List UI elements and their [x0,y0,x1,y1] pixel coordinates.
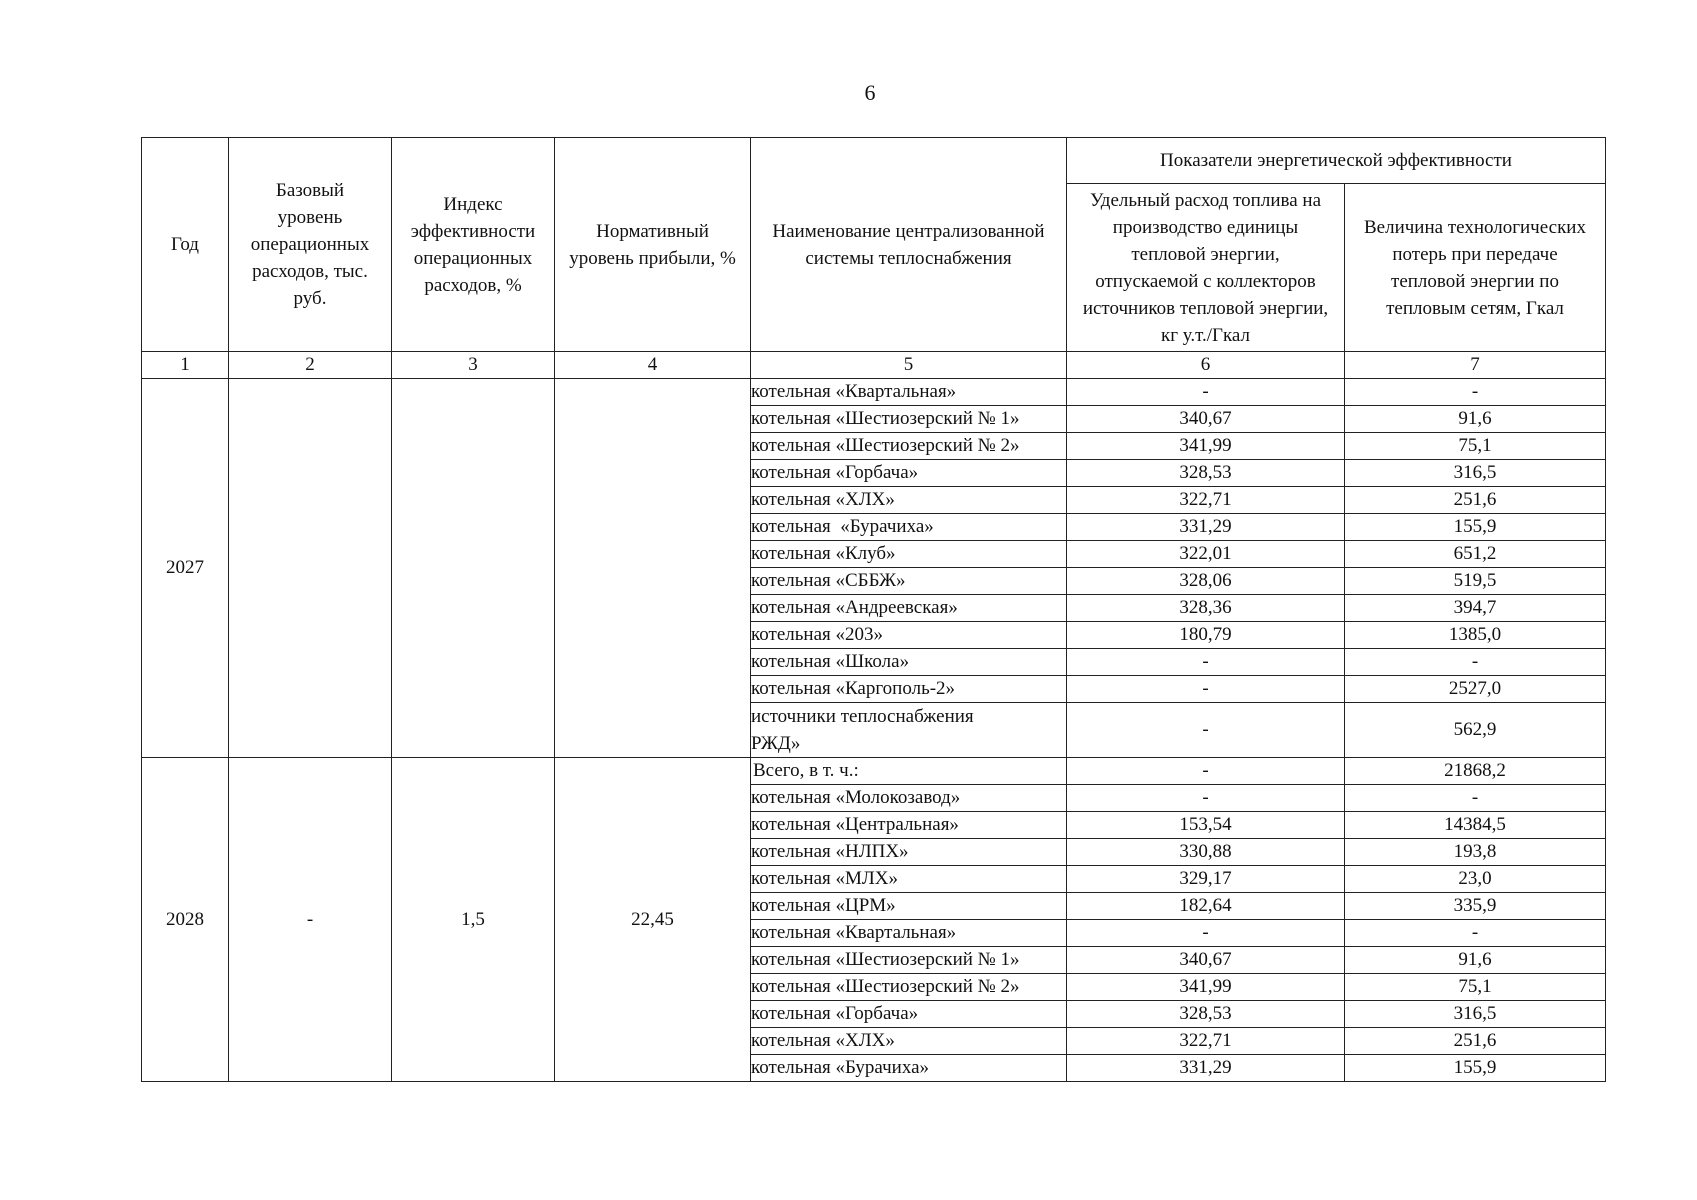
losses-cell: 335,9 [1345,893,1606,920]
header-system-name: Наименование централизованной системы теплоснабжения [751,138,1067,352]
energy-efficiency-table [141,137,1606,1082]
losses-cell: 316,5 [1345,1001,1606,1028]
losses-cell: 251,6 [1345,487,1606,514]
header-efficiency-index: Индекс эффективности операционных расходов, % [392,138,555,352]
fuel-rate-cell: 322,01 [1067,541,1345,568]
system-name-cell: котельная «Клуб» [751,541,1067,568]
losses-cell: 91,6 [1345,947,1606,974]
fuel-rate-cell: 328,53 [1067,1001,1345,1028]
fuel-rate-cell: 322,71 [1067,1028,1345,1055]
system-name-cell: котельная «ХЛХ» [751,1028,1067,1055]
losses-cell: - [1345,785,1606,812]
system-name-cell: котельная «Шестиозерский № 1» [751,406,1067,433]
column-number-7: 7 [1345,352,1606,379]
losses-cell: 316,5 [1345,460,1606,487]
system-name-cell: котельная «ХЛХ» [751,487,1067,514]
fuel-rate-cell: 330,88 [1067,839,1345,866]
system-name-cell: котельная «Бурачиха» [751,1055,1067,1082]
fuel-rate-cell: - [1067,785,1345,812]
losses-cell: - [1345,379,1606,406]
system-name-cell: котельная «НЛПХ» [751,839,1067,866]
system-name-cell: котельная «Школа» [751,649,1067,676]
fuel-rate-cell: 340,67 [1067,406,1345,433]
losses-cell: 394,7 [1345,595,1606,622]
losses-cell: 91,6 [1345,406,1606,433]
header-fuel-rate: Удельный расход топлива на производство единицы тепловой энергии, отпускаемой с коллекторов источников тепловой энергии, кг у.т./Гкал [1067,184,1345,352]
table-row [142,758,1606,785]
fuel-rate-cell: - [1067,379,1345,406]
system-name-cell: котельная «Горбача» [751,1001,1067,1028]
system-name-cell: котельная «Шестиозерский № 1» [751,947,1067,974]
system-name-cell: Всего, в т. ч.: [751,758,1067,785]
fuel-rate-cell: - [1067,920,1345,947]
column-number-5: 5 [751,352,1067,379]
column-number-2: 2 [229,352,392,379]
column-number-1: 1 [142,352,229,379]
system-name-cell: источники теплоснабжения РЖД» [751,703,1067,758]
header-losses: Величина технологических потерь при передаче тепловой энергии по тепловым сетям, Гкал [1345,184,1606,352]
base-level-cell: - [229,758,392,1082]
losses-cell: 193,8 [1345,839,1606,866]
system-name-cell: котельная «Каргополь-2» [751,676,1067,703]
system-name-cell: котельная «Андреевская» [751,595,1067,622]
header-year: Год [142,138,229,352]
losses-cell: 251,6 [1345,1028,1606,1055]
fuel-rate-cell: 322,71 [1067,487,1345,514]
header-profit-level: Нормативный уровень прибыли, % [555,138,751,352]
system-name-cell: котельная «Шестиозерский № 2» [751,433,1067,460]
losses-cell: 75,1 [1345,433,1606,460]
losses-cell: 155,9 [1345,1055,1606,1082]
losses-cell: - [1345,920,1606,947]
losses-cell: - [1345,649,1606,676]
fuel-rate-cell: 329,17 [1067,866,1345,893]
base-level-cell [229,379,392,758]
fuel-rate-cell: - [1067,758,1345,785]
profit-level-cell [555,379,751,758]
system-name-cell: котельная «МЛХ» [751,866,1067,893]
fuel-rate-cell: - [1067,703,1345,758]
system-name-cell: котельная «Бурачиха» [751,514,1067,541]
system-name-cell: котельная «203» [751,622,1067,649]
losses-cell: 562,9 [1345,703,1606,758]
losses-cell: 155,9 [1345,514,1606,541]
system-name-cell: котельная «Шестиозерский № 2» [751,974,1067,1001]
losses-cell: 75,1 [1345,974,1606,1001]
column-number-3: 3 [392,352,555,379]
fuel-rate-cell: 340,67 [1067,947,1345,974]
column-number-6: 6 [1067,352,1345,379]
fuel-rate-cell: 328,36 [1067,595,1345,622]
system-name-cell: котельная «Молокозавод» [751,785,1067,812]
fuel-rate-cell: 331,29 [1067,514,1345,541]
column-number-4: 4 [555,352,751,379]
fuel-rate-cell: - [1067,676,1345,703]
efficiency-index-cell: 1,5 [392,758,555,1082]
system-name-cell: котельная «Квартальная» [751,379,1067,406]
fuel-rate-cell: 182,64 [1067,893,1345,920]
losses-cell: 1385,0 [1345,622,1606,649]
fuel-rate-cell: 341,99 [1067,974,1345,1001]
fuel-rate-cell: 328,53 [1067,460,1345,487]
header-base-level: Базовый уровень операционных расходов, тыс. руб. [229,138,392,352]
header-energy-group: Показатели энергетической эффективности [1067,138,1606,184]
profit-level-cell: 22,45 [555,758,751,1082]
fuel-rate-cell: 331,29 [1067,1055,1345,1082]
year-cell: 2027 [142,379,229,758]
fuel-rate-cell: 328,06 [1067,568,1345,595]
losses-cell: 651,2 [1345,541,1606,568]
system-name-cell: котельная «СББЖ» [751,568,1067,595]
losses-cell: 21868,2 [1345,758,1606,785]
losses-cell: 23,0 [1345,866,1606,893]
losses-cell: 2527,0 [1345,676,1606,703]
system-name-cell: котельная «Горбача» [751,460,1067,487]
system-name-cell: котельная «Центральная» [751,812,1067,839]
fuel-rate-cell: 153,54 [1067,812,1345,839]
page-number: 6 [864,80,876,105]
system-name-cell: котельная «ЦРМ» [751,893,1067,920]
losses-cell: 14384,5 [1345,812,1606,839]
fuel-rate-cell: - [1067,649,1345,676]
efficiency-index-cell [392,379,555,758]
fuel-rate-cell: 341,99 [1067,433,1345,460]
table-row [142,379,1606,406]
losses-cell: 519,5 [1345,568,1606,595]
system-name-cell: котельная «Квартальная» [751,920,1067,947]
fuel-rate-cell: 180,79 [1067,622,1345,649]
year-cell: 2028 [142,758,229,1082]
